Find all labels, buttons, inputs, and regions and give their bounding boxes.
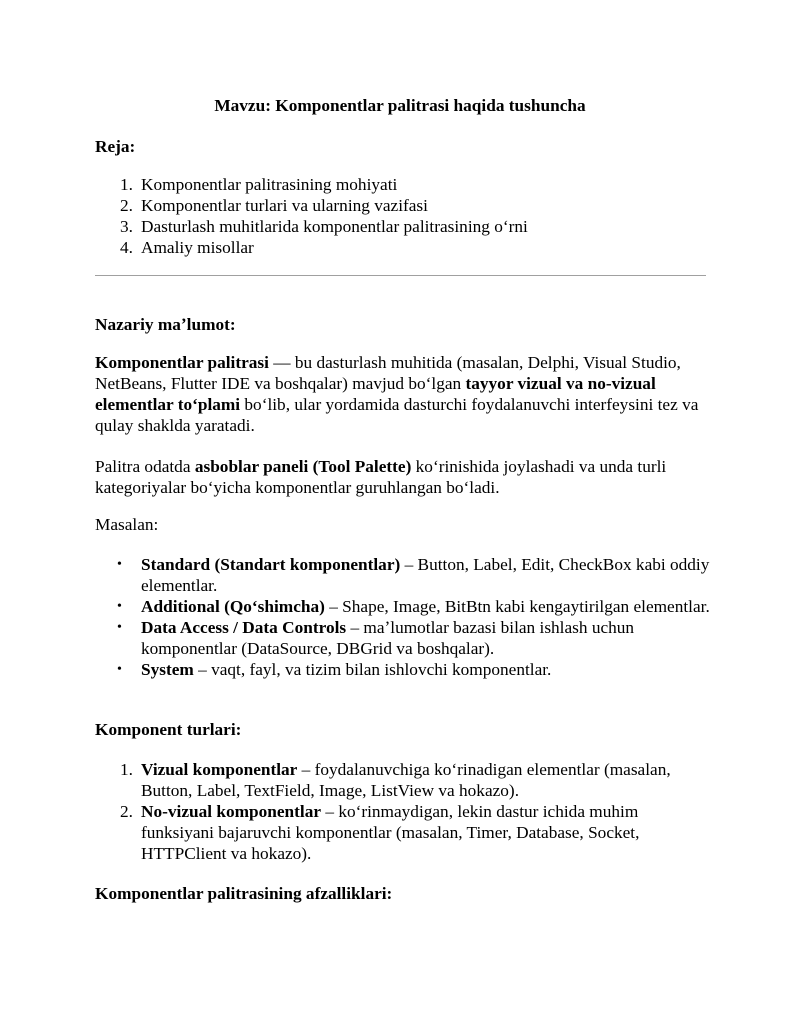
list-number: 1. <box>120 760 133 779</box>
category-desc: – Button, Label, Edit, CheckBox kabi oddiy elementlar. <box>141 555 710 595</box>
type-desc: – foydalanuvchiga koʻrinadigan elementlar (masalan, Button, Label, TextField, Image, ListView va hokazo). <box>141 760 671 800</box>
bullet-icon: • <box>117 662 122 677</box>
category-name: Additional (Qoʻshimcha) <box>141 597 325 616</box>
type-name: No-vizual komponentlar <box>141 802 322 821</box>
list-item-text: Komponentlar turlari va ularning vazifasi <box>141 196 428 215</box>
list-number: 2. <box>120 196 133 215</box>
list-number: 4. <box>120 238 133 257</box>
list-number: 1. <box>120 175 133 194</box>
category-name: System <box>141 660 194 679</box>
category-desc: – maʼlumotlar bazasi bilan ishlash uchun komponentlar (DataSource, DBGrid va boshqalar). <box>141 618 635 658</box>
category-name: Data Access / Data Controls <box>141 618 347 637</box>
bullet-icon: • <box>117 557 122 572</box>
page-title: Mavzu: Komponentlar palitrasi haqida tushuncha <box>214 96 586 115</box>
term-bold: Komponentlar palitrasi <box>95 353 269 372</box>
list-item <box>95 216 715 237</box>
bullet-icon: • <box>117 599 122 614</box>
term-bold: tayyor vizual va no-vizual elementlar toʻplami <box>95 374 656 414</box>
paragraph-palette: Palitra odatda asboblar paneli (Tool Palette) koʻrinishida joylashadi va unda turli kategoriyalar boʻyicha komponentlar guruhlangan boʻladi. <box>95 457 667 497</box>
list-item <box>95 759 710 801</box>
list-item-text: Dasturlash muhitlarida komponentlar palitrasining oʻrni <box>141 217 528 236</box>
category-name: Standard (Standart komponentlar) <box>141 555 401 574</box>
term-bold: asboblar paneli (Tool Palette) <box>194 457 412 476</box>
type-name: Vizual komponentlar <box>141 760 298 779</box>
paragraph-definition: Komponentlar palitrasi — bu dasturlash muhitida (masalan, Delphi, Visual Studio, NetBeans, Flutter IDE va boshqalar) mavjud boʻlgan tayyor vizual va no-vizual elementlar toʻplami boʻlib, ular yordamida dasturchi foydalanuvchi interfeysini tez va qulay shaklda yaratadi. <box>95 353 699 435</box>
list-item <box>95 617 710 659</box>
plan-list <box>95 174 715 258</box>
list-item <box>95 174 715 195</box>
list-item <box>95 237 715 258</box>
example-label: Masalan: <box>95 515 159 534</box>
list-item-text: Amaliy misollar <box>141 238 254 257</box>
types-list <box>95 759 710 864</box>
list-number: 3. <box>120 217 133 236</box>
list-item <box>95 801 710 864</box>
list-number: 2. <box>120 802 133 821</box>
type-desc: – koʻrinmaydigan, lekin dastur ichida muhim funksiyani bajaruvchi komponentlar (masalan, Timer, Database, Socket, HTTPClient va hokazo). <box>141 802 640 863</box>
list-item <box>95 659 710 680</box>
theory-heading: Nazariy maʼlumot: <box>95 315 236 334</box>
advantages-heading: Komponentlar palitrasining afzalliklari: <box>95 884 393 903</box>
list-item <box>95 195 715 216</box>
category-list <box>95 554 710 680</box>
list-item <box>95 596 710 617</box>
horizontal-divider <box>95 275 706 276</box>
category-desc: – Shape, Image, BitBtn kabi kengaytirilgan elementlar. <box>324 597 710 616</box>
list-item <box>95 554 710 596</box>
plan-heading: Reja: <box>95 137 136 156</box>
types-heading: Komponent turlari: <box>95 720 242 739</box>
category-desc: – vaqt, fayl, va tizim bilan ishlovchi komponentlar. <box>193 660 552 679</box>
list-item-text: Komponentlar palitrasining mohiyati <box>141 175 398 194</box>
bullet-icon: • <box>117 620 122 635</box>
